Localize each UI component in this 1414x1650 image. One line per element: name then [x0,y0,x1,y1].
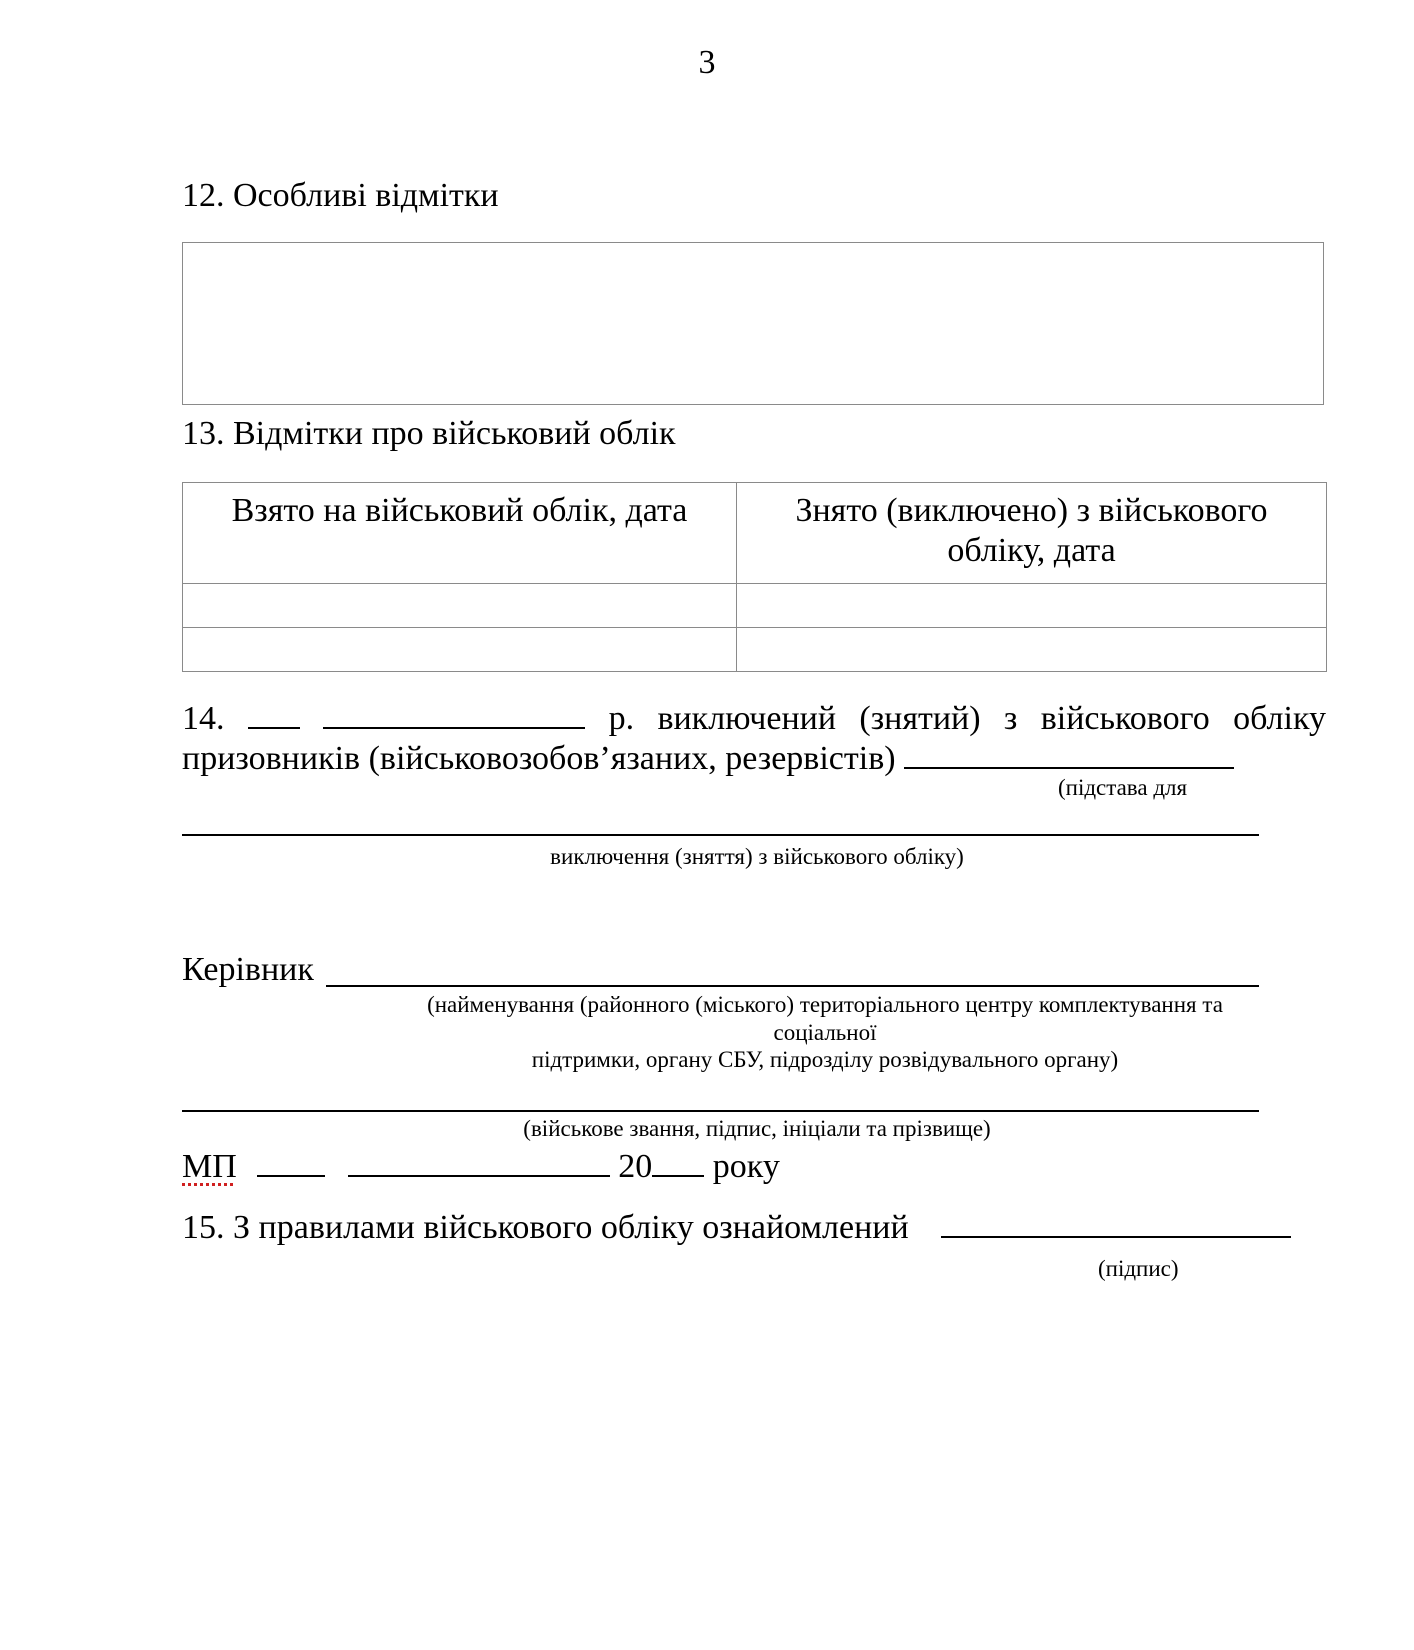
hint-basis-2: виключення (зняття) з військового обліку) [550,844,964,869]
century-label: 20 [618,1148,653,1185]
section-14-line-2 [182,737,1234,779]
signature-blank[interactable] [941,1206,1291,1238]
table-row [183,628,1327,672]
section-15-line [182,1206,1291,1248]
hint-basis-1: (підстава для [1058,775,1188,800]
table-row [183,584,1327,628]
section-15-title: 15. З правилами військового обліку ознайомлений [182,1209,909,1246]
section-14-text-1: виключений (знятий) з військового обліку [657,700,1326,737]
table-header-row [183,483,1327,584]
stamp-place-label: МП [182,1148,237,1185]
page-number: 3 [698,44,716,81]
hint-organization-2: підтримки, органу СБУ, підрозділу розвідувального органу) [531,1047,1119,1072]
year-word: року [712,1148,780,1185]
head-label: Керівник [182,951,314,988]
hint-rank-signature: (військове звання, підпис, ініціали та прізвище) [523,1116,991,1141]
day-blank[interactable] [248,697,300,729]
hint-signature: (підпис) [1098,1256,1179,1281]
section-14-number: 14. [182,700,225,737]
section-12-title: 12. Особливі відмітки [182,177,499,214]
basis-blank[interactable] [904,737,1234,769]
organization-name-line[interactable] [326,985,1259,987]
stamp-date-line [182,1145,780,1187]
year-suffix: р. [608,700,635,737]
removed-date-cell[interactable] [737,584,1327,628]
rank-signature-line[interactable] [182,1110,1259,1112]
column-removed-from-register: Знято (виключено) з військового обліку, дата [737,483,1327,584]
basis-continuation-line[interactable] [182,834,1259,836]
special-notes-box[interactable] [182,242,1324,405]
removed-date-cell[interactable] [737,628,1327,672]
military-registration-table [182,482,1327,672]
section-14-text-2: призовників (військовозобов’язаних, резервістів) [182,740,896,777]
stamp-year-blank[interactable] [652,1145,704,1177]
month-blank[interactable] [323,697,513,729]
taken-date-cell[interactable] [183,584,737,628]
stamp-day-blank[interactable] [257,1145,325,1177]
stamp-month-blank[interactable] [348,1145,610,1177]
year-blank[interactable] [513,697,585,729]
taken-date-cell[interactable] [183,628,737,672]
hint-organization-1: (найменування (районного (міського) територіального центру комплектування та соціальної [427,992,1223,1045]
section-14-line-1 [182,697,1326,739]
column-taken-on-register: Взято на військовий облік, дата [183,483,737,584]
section-13-title: 13. Відмітки про військовий облік [182,415,676,452]
